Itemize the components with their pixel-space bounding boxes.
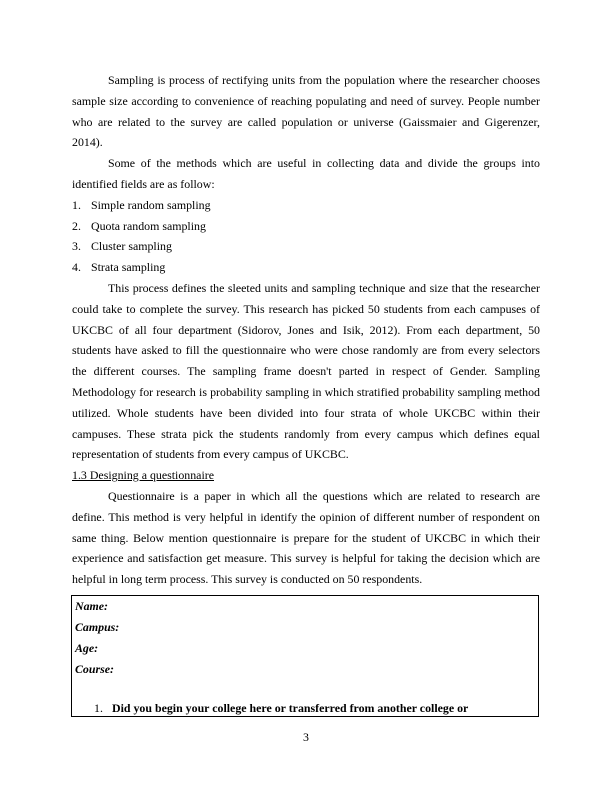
list-item: 1. Simple random sampling: [72, 197, 211, 212]
paragraph-methods-intro: Some of the methods which are useful in collecting data and divide the groups into identified fields are as follow:: [72, 156, 540, 191]
section-heading: 1.3 Designing a questionnaire: [72, 468, 214, 483]
paragraph-sampling-definition: Sampling is process of rectifying units from the population where the researcher chooses sample size according to convenience of reaching populating and need of survey. People number who are related to the survey are called population or universe (Gaissmaier and Gigerenzer, 2014).: [72, 73, 540, 150]
sampling-methods-list: [72, 195, 540, 278]
field-course-label: Course:: [75, 662, 114, 676]
document-body: [72, 70, 540, 590]
paragraph-sampling-process: This process defines the sleeted units and sampling technique and size that the researcher could take to complete the survey. This research has picked 50 students from each campuses of UKCBC of all four department (Sidorov, Jones and Isik, 2012). From each department, 50 students have asked to fill the questionnaire who were chose randomly are from every selectors the different courses. The sampling frame doesn't parted in respect of Gender. Sampling Methodology for research is probability sampling in which stratified probability sampling method utilized. Whole students have been divided into four strata of whole UKCBC within their campuses. These strata pick the students randomly from every campus which defines equal representation of students from every campus of UKCBC.: [72, 280, 540, 462]
list-item: 4. Strata sampling: [72, 260, 166, 275]
list-item: 2. Quota random sampling: [72, 218, 206, 233]
field-name-label: Name:: [75, 599, 109, 613]
field-campus-label: Campus:: [75, 620, 120, 634]
paragraph-questionnaire: Questionnaire is a paper in which all the questions which are related to research are define. This method is very helpful in identify the opinion of different number of respondent on same thing. Below mention questionnaire is prepare for the student of UKCBC in which their experience and satisfaction get measure. This survey is helpful for taking the decision which are helpful in long term process. This survey is conducted on 50 respondents.: [72, 488, 540, 587]
questionnaire-box: Name: Campus: Age: Course: 1. Did you begin your college here or transferred from another college or: [71, 595, 539, 717]
field-age-label: Age:: [75, 641, 99, 655]
page-number: 3: [303, 730, 309, 744]
list-item: 3. Cluster sampling: [72, 239, 172, 254]
